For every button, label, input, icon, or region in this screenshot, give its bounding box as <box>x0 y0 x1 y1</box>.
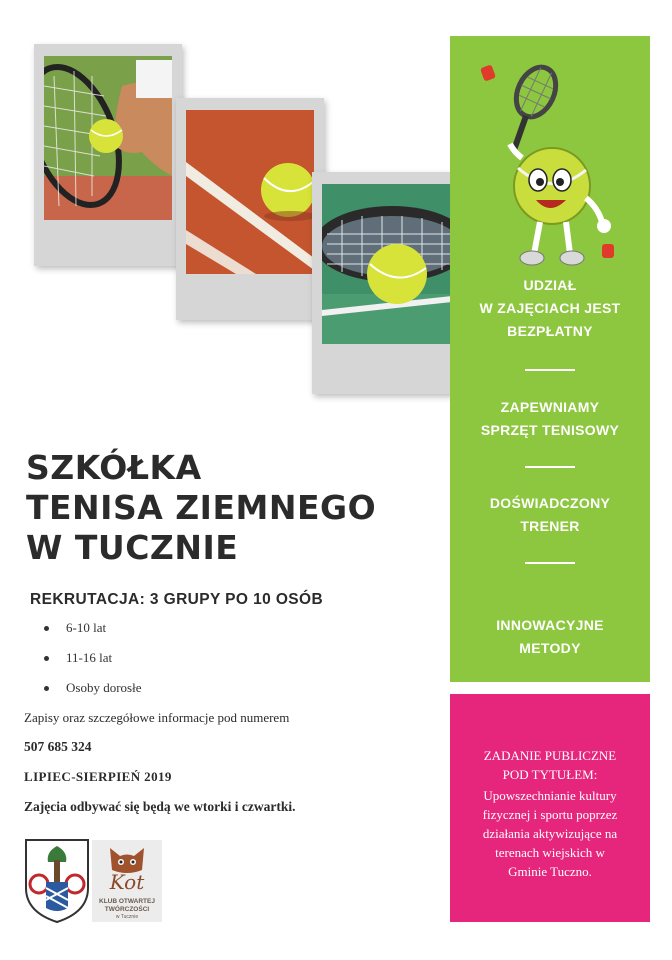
benefit-text-line: SPRZĘT TENISOWY <box>480 422 620 438</box>
benefit-text-line: BEZPŁATNY <box>507 323 593 339</box>
pink-text-line: działania aktywizujące na <box>482 826 618 841</box>
benefit-text-line: UDZIAŁ <box>523 277 577 293</box>
benefit-text-line: DOŚWIADCZONY <box>489 495 611 511</box>
public-task-heading <box>462 746 638 784</box>
pink-text-line: fizycznej i sportu poprzez <box>482 807 618 822</box>
photo-racket-hand <box>44 56 172 220</box>
separator-line <box>525 562 575 564</box>
list-item <box>44 650 112 666</box>
title-line: TENISA ZIEMNEGO <box>26 488 377 527</box>
bullet-icon <box>44 626 49 631</box>
photo-racket-with-ball <box>322 184 452 344</box>
list-item <box>44 620 106 636</box>
benefit-text-line: ZAPEWNIAMY <box>500 399 600 415</box>
age-group-label: 11-16 lat <box>66 650 113 665</box>
benefits-panel <box>450 36 650 682</box>
kot-logo-name: Kot <box>109 870 145 894</box>
benefit-text-line: W ZAJĘCIACH JEST <box>479 300 621 316</box>
bullet-icon <box>44 686 49 691</box>
kot-logo-line: w Tucznie <box>115 914 139 920</box>
benefit-text-line: METODY <box>519 640 581 656</box>
recruitment-heading: REKRUTACJA: 3 GRUPY PO 10 OSÓB <box>30 591 324 608</box>
title-line: SZKÓŁKA <box>26 448 202 487</box>
kot-logo-line: KLUB OTWARTEJ <box>99 898 155 905</box>
title-line: W TUCZNIE <box>26 528 239 567</box>
schedule-days: Zajęcia odbywać się będą we wtorki i czwartki. <box>24 799 296 814</box>
age-group-label: 6-10 lat <box>66 620 107 635</box>
benefit-equipment <box>450 396 650 442</box>
phone-number: 507 685 324 <box>24 739 92 754</box>
tennis-ball-mascot-icon <box>474 58 634 278</box>
public-task-description <box>462 786 638 881</box>
photo-frame-racket-hand <box>34 44 182 266</box>
photo-frame-clay-court <box>176 98 324 320</box>
pink-text-line: POD TYTUŁEM: <box>502 767 598 782</box>
signup-info: Zapisy oraz szczegółowe informacje pod numerem <box>24 710 290 725</box>
municipality-crest-icon <box>24 838 90 924</box>
benefit-text-line: INNOWACYJNE <box>496 617 604 633</box>
pink-text-line: ZADANIE PUBLICZNE <box>483 748 617 763</box>
photo-clay-court-ball <box>186 110 314 274</box>
benefit-free-participation <box>450 274 650 343</box>
separator-line <box>525 369 575 371</box>
kot-club-logo <box>92 840 162 922</box>
age-group-label: Osoby dorosłe <box>66 680 142 695</box>
benefit-innovative-methods <box>450 614 650 660</box>
kot-logo-line: TWÓRCZOŚCI <box>104 906 150 913</box>
benefit-text-line: TRENER <box>520 518 580 534</box>
bullet-icon <box>44 656 49 661</box>
pink-text-line: terenach wiejskich w <box>495 845 605 860</box>
pink-text-line: Gminie Tuczno. <box>508 864 592 879</box>
photo-frame-racket-ball <box>312 172 452 394</box>
public-task-panel <box>450 694 650 922</box>
pink-text-line: Upowszechnianie kultury <box>483 788 617 803</box>
list-item <box>44 680 141 696</box>
date-range: LIPIEC-SIERPIEŃ 2019 <box>24 769 172 784</box>
separator-line <box>525 466 575 468</box>
page-title <box>26 448 446 568</box>
benefit-experienced-coach <box>450 492 650 538</box>
